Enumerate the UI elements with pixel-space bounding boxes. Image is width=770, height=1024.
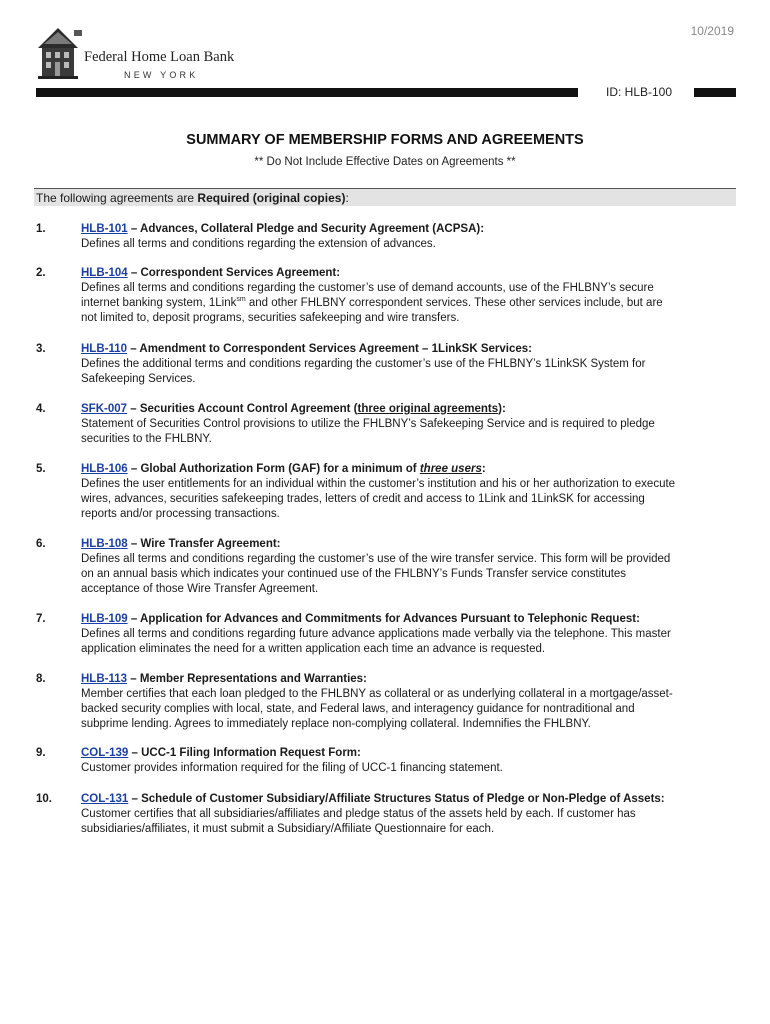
list-item [36, 462, 770, 522]
required-bold: Required (original copies) [197, 191, 346, 205]
item-description: Customer provides information required for the filing of UCC-1 financing statement. [81, 762, 503, 775]
document-date: 10/2019 [690, 24, 734, 38]
logo-subtitle: NEW YORK [124, 70, 199, 80]
item-description: Statement of Securities Control provisions to utilize the FHLBNY’s Safekeeping Service and is required to pledge [81, 418, 655, 431]
item-title-emphasis: three users [419, 463, 482, 475]
item-title-end: ): [498, 403, 506, 415]
item-description: wires, advances, securities safekeeping trades, letters of credit and access to 1Link and 1LinkSK for accessing [81, 493, 645, 506]
list-item [36, 746, 770, 776]
item-description: securities to the FHLBNY. [81, 433, 212, 446]
list-item [36, 672, 770, 732]
item-number: 9. [36, 747, 46, 759]
form-link[interactable]: SFK-007 [81, 403, 128, 415]
item-description: Defines the user entitlements for an individual within the customer’s institution and his or her authorization to execute [81, 478, 676, 491]
item-number: 6. [36, 538, 46, 550]
item-title: – Member Representations and Warranties: [127, 673, 367, 685]
item-description-part: internet banking system, 1Link [81, 297, 237, 310]
item-title: – Global Authorization Form (GAF) for a minimum of [127, 463, 420, 475]
item-title: – Advances, Collateral Pledge and Security Agreement (ACPSA): [127, 223, 485, 235]
building-logo-icon [34, 22, 84, 80]
item-number: 2. [36, 267, 46, 279]
list-item [36, 537, 770, 597]
list-item [36, 222, 770, 252]
form-link[interactable]: HLB-106 [81, 463, 128, 475]
item-description: Defines all terms and conditions regarding the customer’s use of demand accounts, use of the FHLBNY’s secure [81, 282, 654, 295]
item-description: Defines all terms and conditions regarding the customer’s use of the wire transfer service. This form will be provided [81, 553, 671, 566]
item-description: Defines the additional terms and conditions regarding the customer’s use of the FHLBNY’s 1LinkSK System for [81, 358, 646, 371]
item-description: Defines all terms and conditions regarding future advance applications made verbally via the telephone. This master [81, 628, 671, 641]
form-id: ID: HLB-100 [606, 85, 673, 99]
required-suffix: : [345, 191, 349, 205]
form-link[interactable]: COL-131 [81, 793, 129, 805]
list-item [36, 792, 770, 837]
form-link[interactable]: HLB-109 [81, 613, 128, 625]
form-link[interactable]: COL-139 [81, 747, 129, 759]
item-description: not limited to, deposit programs, securities safekeeping and wire transfers. [81, 312, 460, 325]
item-number: 5. [36, 463, 46, 475]
list-item [36, 342, 770, 387]
item-description: application eliminates the need for a written application each time an advance is requested. [81, 643, 546, 656]
list-item [36, 402, 770, 447]
page-title: SUMMARY OF MEMBERSHIP FORMS AND AGREEMENTS [186, 132, 584, 148]
servicemark: sm [236, 296, 246, 304]
required-section-bar [34, 188, 736, 206]
fhlbny-logo [34, 22, 264, 84]
list-item [36, 612, 770, 657]
item-title: – Correspondent Services Agreement: [127, 267, 341, 279]
logo-name: Federal Home Loan Bank [84, 49, 235, 65]
form-link[interactable]: HLB-110 [81, 343, 128, 355]
list-item [36, 266, 770, 326]
form-link[interactable]: HLB-104 [81, 267, 128, 279]
header-rule [36, 88, 578, 97]
item-description: backed security complies with local, state, and Federal laws, and interagency guidance for nontraditional and [81, 703, 635, 716]
item-description: acceptance of those Wire Transfer Agreement. [81, 583, 319, 596]
item-description: reports and/or processing transactions. [81, 508, 280, 521]
item-description: Defines all terms and conditions regarding the extension of advances. [81, 238, 436, 251]
page-subtitle: ** Do Not Include Effective Dates on Agreements ** [254, 156, 516, 168]
item-number: 10. [36, 793, 52, 805]
item-title-end: : [481, 463, 486, 475]
item-number: 8. [36, 673, 46, 685]
item-description: on an annual basis which indicates your continued use of the FHLBNY’s Funds Transfer service constitutes [81, 568, 627, 581]
item-number: 3. [36, 343, 46, 355]
form-link[interactable]: HLB-101 [81, 223, 128, 235]
item-title: – UCC-1 Filing Information Request Form: [128, 747, 361, 759]
item-description [81, 296, 770, 311]
header-rule-end [694, 88, 736, 97]
required-prefix: The following agreements are [36, 191, 198, 205]
item-description: Member certifies that each loan pledged to the FHLBNY as collateral or as underlying collateral in a mortgage/asset- [81, 688, 673, 701]
item-title: – Application for Advances and Commitments for Advances Pursuant to Telephonic Request: [127, 613, 640, 625]
item-number: 4. [36, 403, 46, 415]
item-title: – Amendment to Correspondent Services Agreement – 1LinkSK Services: [127, 343, 533, 355]
item-description: subprime lending. Agrees to immediately replace non-complying collateral. Indemnifies the FHLBNY. [81, 718, 591, 731]
item-description: Customer certifies that all subsidiaries/affiliates and pledge status of the assets held by each. If customer has [81, 808, 636, 821]
item-title: – Wire Transfer Agreement: [127, 538, 281, 550]
item-number: 1. [36, 223, 46, 235]
item-description: Safekeeping Services. [81, 373, 196, 386]
form-link[interactable]: HLB-108 [81, 538, 128, 550]
item-title: – Schedule of Customer Subsidiary/Affiliate Structures Status of Pledge or Non-Pledge of Assets: [128, 793, 665, 805]
item-description: subsidiaries/affiliates, it must submit a Subsidiary/Affiliate Questionnaire for each. [81, 823, 495, 836]
item-description-part: and other FHLBNY correspondent services. These other services include, but are [245, 297, 663, 310]
item-number: 7. [36, 613, 46, 625]
item-title: – Securities Account Control Agreement ( [127, 403, 358, 415]
item-title-emphasis: three original agreements [357, 403, 499, 415]
form-link[interactable]: HLB-113 [81, 673, 128, 685]
